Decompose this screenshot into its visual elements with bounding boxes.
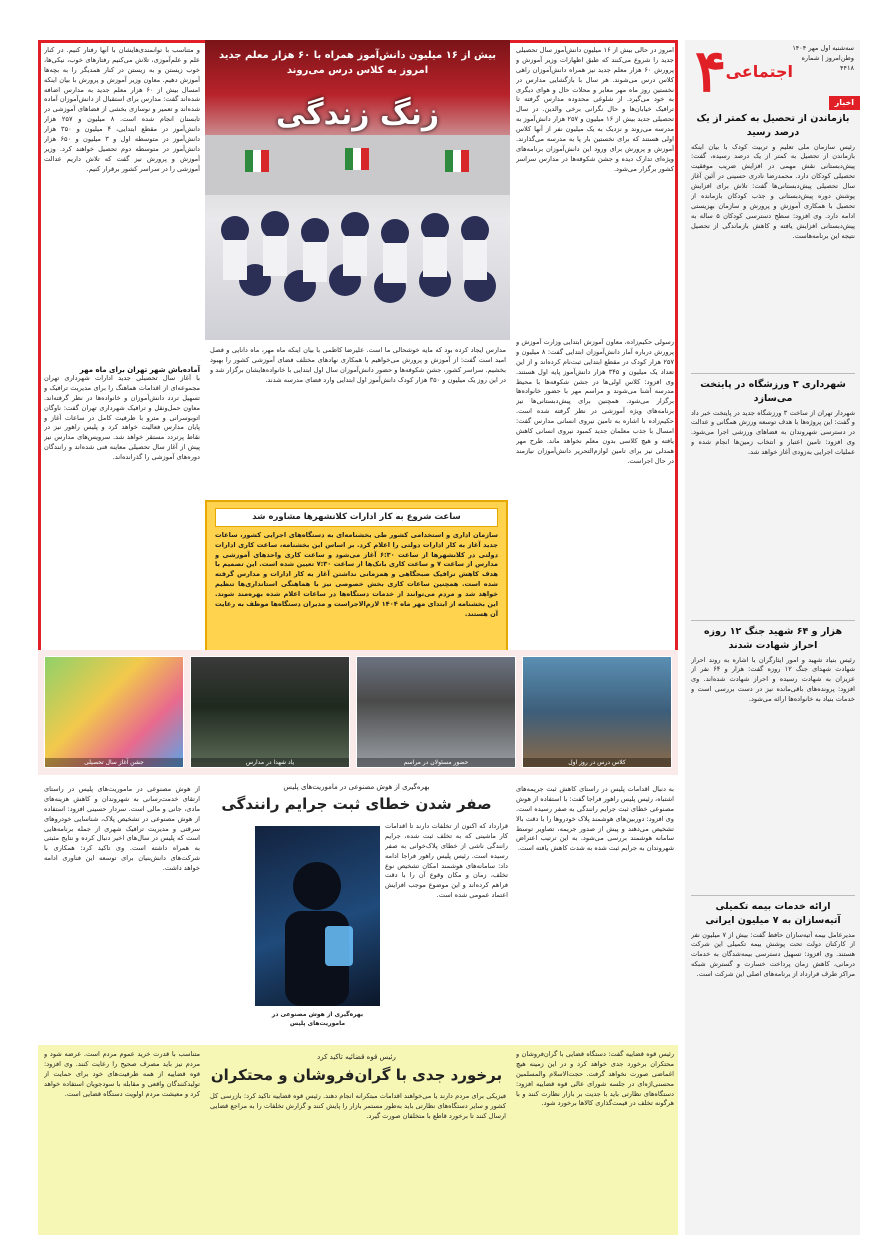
crowd-illustration [205,40,510,340]
police-column-right: به دنبال اقدامات پلیس در راستای کاهش ثبت جریمه‌های اشتباه، رئیس پلیس راهور فراجا گفت: با استفاده از هوش مصنوعی خطای ثبت جرایم رانندگی به صفر رسیده است. وی افزود: دوربین‌های هوشمند پلاک خودروها را با دقت بالا تشخیص می‌دهند و پیش از صدور جریمه، تصاویر توسط سامانه هوشمند بررسی می‌شود. به این ترتیب اعتراض شهروندان به جرایم ثبت شده به شدت کاهش یافته است. [516,785,674,853]
office-hours-body: سازمان اداری و استخدامی کشور طی بخشنامه‌ای به دستگاه‌های اجرایی کشور، ساعات جدید آغاز به کار ادارات دولتی را اعلام کرد. بر اساس این بخشنامه، ساعت کاری ادارات دولتی در کلانشهرها از ساعت ۶:۳۰ آغاز می‌شود و ساعت کاری واحدهای آموزشی و مدارس از ساعت ۷ و ساعت کاری بانک‌ها از ساعت ۷:۳۰ تعیین شده است. این تصمیم با هدف کاهش ترافیک صبحگاهی و همزمانی نداشتن آغاز به کار ادارات و مدارس گرفته شده است. همچنین ساعات کاری بخش خصوصی نیز با هماهنگی استانداری‌ها تنظیم خواهد شد و مردم می‌توانند از خدمات دستگاه‌ها در ساعات اعلام شده بهره‌مند شوند. این بخشنامه از ابتدای مهر ماه ۱۴۰۴ لازم‌الاجراست و مدیران دستگاه‌ها موظف به رعایت آن هستند. [215,530,498,618]
lead-kicker: بیش از ۱۶ میلیون دانش‌آموز همراه با ۶۰ هزار معلم جدید امروز به کلاس درس می‌روند [218,50,497,76]
photo-caption: کلاس درس در روز اول [523,758,671,767]
officer-silhouette [255,826,380,1006]
issue-date: سه‌شنبه اول مهر ۱۴۰۴ [792,44,854,52]
rail-article-4-title: ارائه خدمات بیمه تکمیلی آتیه‌سازان به ۷ میلیون ایرانی [705,901,841,926]
photo-martyrs [190,656,350,768]
photo-strip [38,650,678,775]
lead-title: زنگ زندگی [275,97,440,132]
police-column-center-2 [210,822,250,1032]
police-kicker: بهره‌گیری از هوش مصنوعی در ماموریت‌های پلیس [283,783,430,791]
photo-classroom [522,656,672,768]
judiciary-column-center: فیزیکی برای مردم دارند یا می‌خواهند اقدامات مبتکرانه انجام دهند. رئیس قوه قضاییه تاکید کرد: بازرسی کل کشور و سایر دستگاه‌های نظارتی باید به‌طور مستمر بازار را پایش کنند و گزارش تخلفات را به مراجع قضایی ارسال کنند تا برخورد قاطع با متخلفان صورت گیرد. [210,1092,506,1120]
office-hours-box [205,500,508,652]
rail-article-1-title: بازماندن از تحصیل به کمتر از یک درصد رسید [696,113,850,138]
lead-column-right-2: رسولی حکیم‌زاده، معاون آموزش ابتدایی وزارت آموزش و پرورش درباره آمار دانش‌آموزان ابتدایی گفت: ۸ میلیون و ۲۵۷ هزار کودک در مقطع ابتدایی ثبت‌نام کرده‌اند و از این تعداد یک میلیون و ۳۴۵ هزار دانش‌آموز پایه اول هستند. وی افزود: کلاس اولی‌ها در جشن شکوفه‌ها با محیط مدرسه آشنا می‌شوند و مراسم مهر با حضور خانواده‌ها برگزار می‌شود. همچنین برای پیش‌دبستانی‌ها نیز برنامه‌های ویژه آموزشی در نظر گرفته شده است. حکیم‌زاده با اشاره به تامین نیروی انسانی مدارس گفت: امسال با جذب معلمان جدید کمبود نیروی انسانی کاهش یافته و هیچ کلاسی بدون معلم نخواهد ماند. طرح مهر همدلی نیز برای تامین لوازم‌التحریر دانش‌آموزان نیازمند در حال اجراست. [516,338,674,465]
photo-celebration [44,656,184,768]
lead-column-left-2: با آغاز سال تحصیلی جدید ادارات شهرداری تهران مجموعه‌ای از اقدامات هماهنگ را برای مدیریت ترافیک و تسهیل تردد دانش‌آموزان و خانواده‌ها در نظر گرفته‌اند. معاون حمل‌ونقل و ترافیک شهرداری تهران گفت: ناوگان اتوبوسرانی و مترو با ظرفیت کامل در ساعات آغاز و پایان مدارس فعالیت خواهد کرد و پلیس راهور نیز در نقاط پرتردد مستقر خواهد شد. سرویس‌های مدارس نیز پیش از آغاز سال تحصیلی معاینه فنی شده‌اند و رانندگان دوره‌های آموزشی را گذرانده‌اند. [44,374,200,462]
photo-caption: جشن آغاز سال تحصیلی [45,758,183,767]
rail-divider [691,373,855,374]
police-column-left: از هوش مصنوعی در ماموریت‌های پلیس در راستای ارتقای خدمت‌رسانی به شهروندان و کاهش هزینه‌های مادی، جانی و مالی است. سردار حسینی افزود: استفاده از هوش مصنوعی در تشخیص پلاک، شناسایی خودروهای سرقتی و مدیریت ترافیک شهری از جمله برنامه‌هایی است که پلیس در سال‌های اخیر دنبال کرده و نتایج مثبتی به همراه داشته است. وی تاکید کرد: همکاری با شرکت‌های دانش‌بنیان برای توسعه این فناوری ادامه خواهد داشت. [44,785,200,873]
rail-divider [691,895,855,896]
section-name: اجتماعی [725,62,793,81]
rail-article-3 [691,625,855,896]
rail-article-1 [691,112,855,371]
news-tag: اخبار [829,96,860,110]
lead-hero-image [205,40,510,340]
judiciary-title: برخورد جدی با گران‌فروشان و محتکران [210,1066,503,1084]
lead-subhead: آماده‌باش شهر تهران برای ماه مهر [79,366,200,374]
police-image [255,826,380,1006]
judiciary-kicker: رئیس قوه قضائیه تاکید کرد [317,1053,396,1061]
rail-article-2-body: شهردار تهران از ساخت ۳ ورزشگاه جدید در پایتخت خبر داد و گفت: این پروژه‌ها با هدف توسعه ورزش همگانی و عدالت در دسترسی شهروندان به فضاهای ورزشی اجرا می‌شود. وی افزود: تامین اعتبار و انتخاب زمین‌ها انجام شده و عملیات اجرایی به‌زودی آغاز خواهد شد. [691,408,855,457]
lead-column-right: امروز در حالی بیش از ۱۶ میلیون دانش‌آموز سال تحصیلی جدید را شروع می‌کنند که طبق اظهارات وزیر آموزش و پرورش ۶۰ هزار معلم جدید نیز همراه دانش‌آموزان راهی کلاس درس می‌شوند. هر سال با بازگشایی مدارس در نخستین روز ماه مهر معابر و محلات حال و هوای دیگری به خود می‌گیرد. از شلوغی محدوده مدارس گرفته تا ترافیک خیابان‌ها و حال نگرانی برخی والدین. در سال تحصیلی جدید بیش از ۱۶ میلیون و ۲۵۷ هزار دانش‌آموز به مدرسه می‌روند و نزدیک به یک میلیون نفر از آنها کلاس اولی هستند که برای نخستین بار پا به مدرسه می‌گذارند. آموزش و پرورش برای ورود این دانش‌آموزان برنامه‌های ویژه‌ای تدارک دیده و جشن شکوفه‌ها در مدارس سراسر کشور برگزار می‌شود. [516,46,674,173]
rail-article-2 [691,378,855,619]
rail-article-3-body: رئیس بنیاد شهید و امور ایثارگران با اشاره به روند احراز شهادت شهدای جنگ ۱۲ روزه گفت: هزار و ۶۴ نفر از عزیزان به شهادت رسیده و احراز شهادت شده‌اند. وی افزود: پرونده‌های باقی‌مانده نیز در دست بررسی است و خدمات بنیاد به خانواده‌ها ارائه می‌شود. [691,655,855,704]
police-caption: بهره‌گیری از هوش مصنوعی در ماموریت‌های پلیس [271,1011,364,1027]
police-title: صفر شدن خطای ثبت جرایم رانندگی [221,795,492,813]
issue-number: وطن‌امروز | شماره ۴۴۱۸ [801,53,854,72]
photo-officials [356,656,516,768]
page-number: ۴ [695,37,727,105]
rail-article-3-title: هزار و ۶۴ شهید جنگ ۱۲ روزه احراز شهادت شدند [703,626,843,651]
judiciary-column-right: رئیس قوه قضاییه گفت: دستگاه قضایی با گران‌فروشان و محتکران برخورد جدی خواهد کرد و در این زمینه هیچ اغماضی صورت نخواهد گرفت. حجت‌الاسلام والمسلمین محسنی‌اژه‌ای در جلسه شورای عالی قوه قضاییه افزود: دستگاه‌های نظارتی باید با جدیت بر بازار نظارت کنند و با هرگونه تخلف در قیمت‌گذاری کالاها برخورد شود. [516,1050,674,1108]
photo-caption: یاد شهدا در مدارس [191,758,349,767]
rail-article-1-body: رئیس سازمان ملی تعلیم و تربیت کودک با بیان اینکه بازماندن از تحصیل به کمتر از یک درصد رسیده، گفت: پیش‌دبستانی نقش مهمی در افزایش ضریب موفقیت تحصیلی کودکان دارد. محمدرضا نادری حسینی در آئین آغاز سال تحصیلی پیش‌دبستانی‌ها گفت: تلاش برای افزایش پوشش دوره پیش‌دبستانی و جذب کودکان بازمانده از تحصیل با همکاری آموزش و پرورش و سازمان بهزیستی ادامه دارد. وی افزود: سطح دسترسی کودکان ۵ ساله به پیش‌دبستانی افزایش یافته و کاهش بازماندگی از تحصیل نتیجه این برنامه‌هاست. [691,142,855,240]
lead-column-center: مدارس ایجاد کرده بود که مایه خوشحالی ما است. علیرضا کاظمی با بیان اینکه ماه مهر، ماه دانایی و فصل امید است گفت: از آموزش و پرورش می‌خواهیم با همکاری نهادهای مختلف فضای آموزشی کشور را بهبود بخشیم. سراسر کشور، جشن شکوفه‌ها و حضور دانش‌آموزان سال اول ابتدایی با خانواده‌هایشان برگزار شد و در این روز یک میلیون و ۳۵۰ هزار کودک دانش‌آموز اول ابتدایی وارد فضای مدرسه شدند. [210,346,506,384]
rail-divider [691,620,855,621]
judiciary-column-left: متناسب با قدرت خرید عموم مردم است. عرضه شود و مردم نیز باید مصرف صحیح را رعایت کنند. وی افزود: قوه قضاییه از همه ظرفیت‌های خود برای حمایت از تولیدکنندگان واقعی و مقابله با سودجویان استفاده خواهد کرد و معیشت مردم اولویت دستگاه قضایی است. [44,1050,200,1098]
rail-article-4 [691,900,855,1221]
office-hours-title: ساعت شروع به کار ادارات کلانشهرها مشاوره شد [215,508,498,527]
rail-article-2-title: شهرداری ۳ ورزشگاه در پایتخت می‌سازد [700,379,846,404]
police-column-center: قرارداد که اکنون از تخلفات دارند تا اقدامات کار ماشینی که به تخلف ثبت شده، جرایم رانندگی ناشی از خطای پلاک‌خوانی به صفر رسیده است. رئیس پلیس راهور فراجا ادامه داد: سامانه‌های هوشمند امکان تشخیص نوع تخلف، زمان و مکان وقوع آن را با دقت فراهم کرده‌اند و این موضوع موجب افزایش اعتماد عمومی شده است. [385,822,508,900]
side-rail [685,37,860,1235]
rail-article-4-body: مدیرعامل بیمه آتیه‌سازان حافظ گفت: بیش از ۷ میلیون نفر از کارکنان دولت تحت پوشش بیمه تکمیلی این شرکت هستند. وی افزود: تسهیل دسترسی بیمه‌شدگان به خدمات درمانی، کاهش زمان پرداخت خسارت و گسترش شبکه مراکز طرف قرارداد از برنامه‌های اصلی این شرکت است. [691,930,855,979]
lead-column-left: و متناسب با توانمندی‌هایشان با آنها رفتار کنیم. در کنار علم و علم‌آموزی، تلاش می‌کنیم رفتارهای خوب، نیکی‌ها، خوب زیستن و به زیستن در کنار همدیگر را به بچه‌ها آموزش دهیم. معاون وزیر آموزش و پرورش با بیان اینکه امسال بیش از ۶۰ هزار معلم جدید به مدارس اضافه شده‌اند گفت: مدارس برای استقبال از دانش‌آموزان آماده شده‌اند و تعمیر و نوسازی بخشی از فضاهای آموزشی در تابستان انجام شده است. ۸ میلیون و ۲۵۷ هزار دانش‌آموز در مقطع ابتدایی، ۴ میلیون و ۳۵۰ هزار دانش‌آموز در متوسطه اول و ۳ میلیون و ۶۵۰ هزار دانش‌آموز در متوسطه دوم تحصیل خواهند کرد. وزیر آموزش و پرورش نیز گفت که تلاش داریم عدالت آموزشی را در سراسر کشور برقرار کنیم. [44,46,200,173]
photo-caption: حضور مسئولان در مراسم [357,758,515,767]
